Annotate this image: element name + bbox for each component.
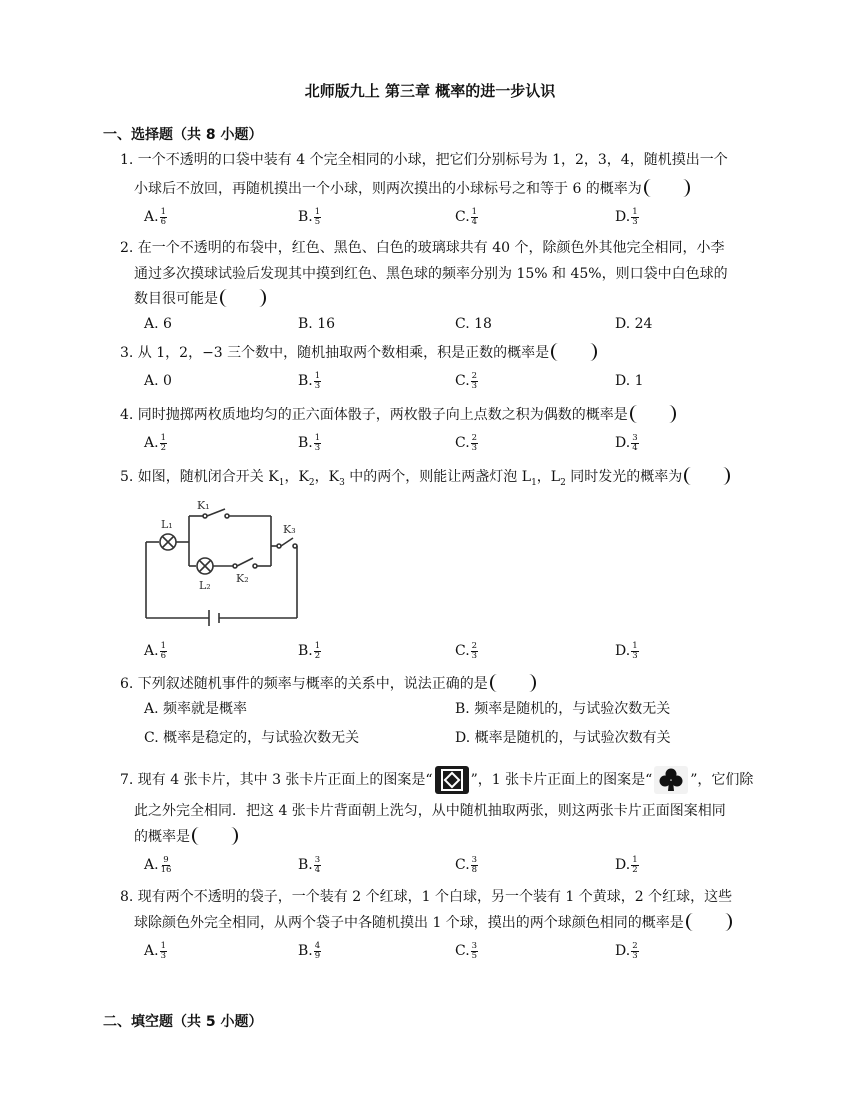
label-l1: L₁ <box>161 518 173 531</box>
q3-line1: 3. 从 1，2，−3 三个数中，随机抽取两个数相乘，积是正数的概率是 <box>120 343 597 363</box>
club-card-icon <box>654 766 688 794</box>
square-circle-card-icon <box>435 766 469 794</box>
label-l2: L₂ <box>199 579 211 592</box>
q1-option-c[interactable]: C. $\frac{1}{4}$ <box>455 206 478 227</box>
label-k3: K₃ <box>283 523 296 536</box>
answer-blank[interactable] <box>192 827 238 845</box>
q1-line1: 1. 一个不透明的口袋中装有 4 个完全相同的小球，把它们分别标号为 1，2，3，4，随机摸出一个 <box>120 152 728 168</box>
q7-line1: 7. 现有 4 张卡片，其中 3 张卡片正面上的图案是“ ”，1 张卡片正面上的图案是“ ”，它们除 <box>120 765 753 795</box>
q4-option-a[interactable]: A. $\frac{1}{2}$ <box>144 432 166 453</box>
q6-option-b[interactable]: B. 频率是随机的，与试验次数无关 <box>455 701 671 717</box>
q2-option-a[interactable]: A. 6 <box>144 316 172 332</box>
q6-option-d[interactable]: D. 概率是随机的，与试验次数有关 <box>455 730 671 746</box>
q4-option-d[interactable]: D. $\frac{3}{4}$ <box>615 432 638 453</box>
q1-option-a[interactable]: A. $\frac{1}{6}$ <box>144 206 166 227</box>
answer-blank[interactable] <box>490 674 536 692</box>
q6-option-a[interactable]: A. 频率就是概率 <box>144 701 248 717</box>
q7-option-b[interactable]: B. $\frac{3}{4}$ <box>298 854 321 875</box>
q2-line1: 2. 在一个不透明的布袋中，红色、黑色、白色的玻璃球共有 40 个，除颜色外其他完全相同，小李 <box>120 240 725 256</box>
answer-blank[interactable] <box>551 343 597 361</box>
q7-line3: 的概率是 <box>134 827 238 847</box>
label-k1: K₁ <box>197 499 210 512</box>
q2-option-d[interactable]: D. 24 <box>615 316 653 332</box>
page-title: 北师版九上 第三章 概率的进一步认识 <box>304 82 556 100</box>
q8-option-a[interactable]: A. $\frac{1}{3}$ <box>144 940 166 961</box>
q8-line2: 球除颜色外完全相同，从两个袋子中各随机摸出 1 个球，摸出的两个球颜色相同的概率是 <box>134 913 732 933</box>
q5-line1: 5. 如图，随机闭合开关 $K_1$，$K_2$，$K_3$ 中的两个，则能让两盏灯泡 $L_1$，$L_2$ 同时发光的概率为 <box>120 467 730 493</box>
q7-option-c[interactable]: C. $\frac{3}{8}$ <box>455 854 478 875</box>
q4-option-b[interactable]: B. $\frac{1}{3}$ <box>298 432 321 453</box>
answer-blank[interactable] <box>684 467 730 485</box>
q3-option-a[interactable]: A. 0 <box>144 373 172 389</box>
q2-option-b[interactable]: B. 16 <box>298 316 336 332</box>
q1-option-d[interactable]: D. $\frac{1}{3}$ <box>615 206 638 227</box>
q5-option-d[interactable]: D. $\frac{1}{3}$ <box>615 640 638 661</box>
q8-option-b[interactable]: B. $\frac{4}{9}$ <box>298 940 321 961</box>
section-heading-choice: 一、选择题（共 8 小题） <box>103 127 263 143</box>
q8-option-d[interactable]: D. $\frac{2}{3}$ <box>615 940 638 961</box>
q5-option-a[interactable]: A. $\frac{1}{6}$ <box>144 640 166 661</box>
answer-blank[interactable] <box>644 179 690 197</box>
answer-blank[interactable] <box>220 289 266 307</box>
q2-option-c[interactable]: C. 18 <box>455 316 492 332</box>
q3-option-b[interactable]: B. $\frac{1}{3}$ <box>298 370 321 391</box>
q2-line2: 通过多次摸球试验后发现其中摸到红色、黑色球的频率分别为 15% 和 45%，则口袋中白色球的 <box>134 266 728 282</box>
q5-option-b[interactable]: B. $\frac{1}{2}$ <box>298 640 321 661</box>
q2-line3: 数目很可能是 <box>134 289 266 309</box>
label-k2: K₂ <box>236 572 249 585</box>
q1-line2: 小球后不放回，再随机摸出一个小球，则两次摸出的小球标号之和等于 6 的概率为 <box>134 179 690 199</box>
section-heading-fill-in: 二、填空题（共 5 小题） <box>103 1014 263 1030</box>
q6-line1: 6. 下列叙述随机事件的频率与概率的关系中，说法正确的是 <box>120 674 536 694</box>
q3-option-c[interactable]: C. $\frac{2}{3}$ <box>455 370 478 391</box>
q5-option-c[interactable]: C. $\frac{2}{3}$ <box>455 640 478 661</box>
answer-blank[interactable] <box>686 913 732 931</box>
q8-option-c[interactable]: C. $\frac{3}{5}$ <box>455 940 478 961</box>
q7-option-d[interactable]: D. $\frac{1}{2}$ <box>615 854 638 875</box>
q4-line1: 4. 同时抛掷两枚质地均匀的正六面体骰子，两枚骰子向上点数之积为偶数的概率是 <box>120 405 676 425</box>
q1-option-b[interactable]: B. $\frac{1}{5}$ <box>298 206 321 227</box>
answer-blank[interactable] <box>630 405 676 423</box>
q7-option-a[interactable]: A. $\frac{9}{16}$ <box>144 854 172 875</box>
q8-line1: 8. 现有两个不透明的袋子，一个装有 2 个红球，1 个白球，另一个装有 1 个黄球，2 个红球，这些 <box>120 889 733 905</box>
q4-option-c[interactable]: C. $\frac{2}{3}$ <box>455 432 478 453</box>
q3-option-d[interactable]: D. 1 <box>615 373 644 389</box>
q6-option-c[interactable]: C. 概率是稳定的，与试验次数无关 <box>144 730 360 746</box>
circuit-diagram <box>141 496 311 630</box>
q7-line2: 此之外完全相同．把这 4 张卡片背面朝上洗匀，从中随机抽取两张，则这两张卡片正面图案相同 <box>134 803 726 819</box>
